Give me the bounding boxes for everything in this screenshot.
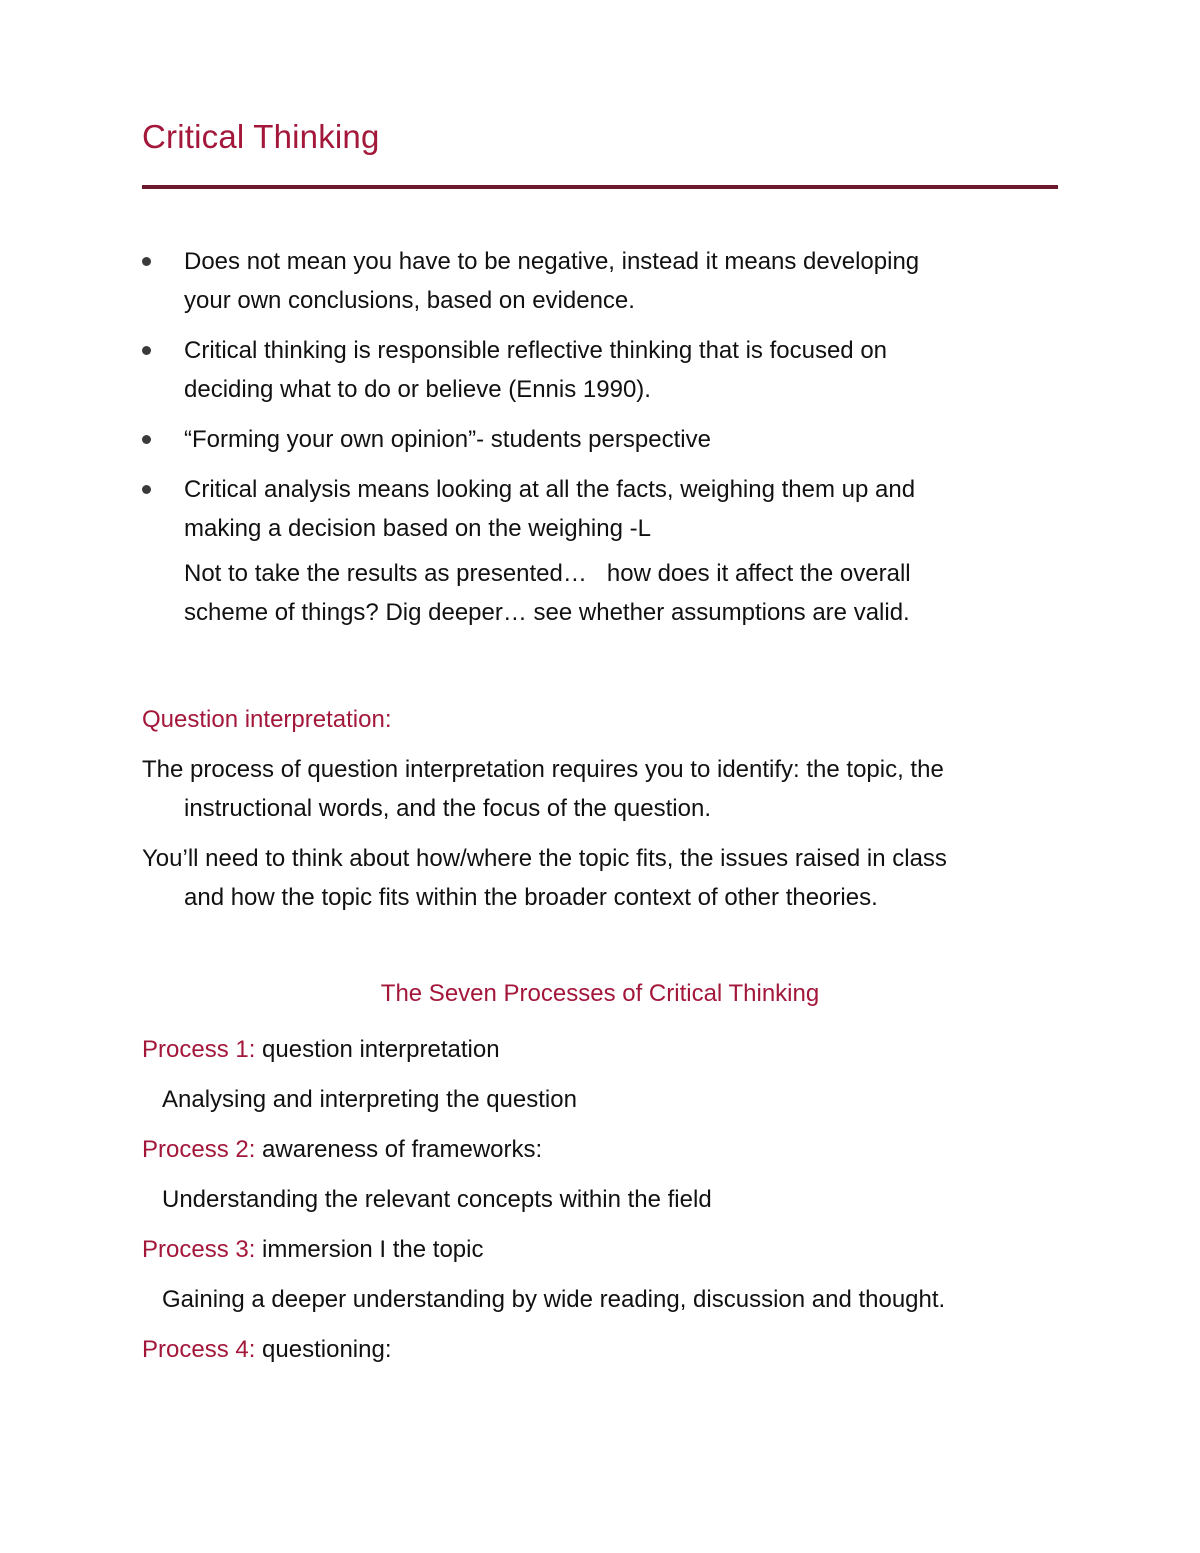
paragraph-line: The process of question interpretation requires you to identify: the topic, the <box>142 756 944 783</box>
process-name: questioning: <box>255 1336 392 1363</box>
process-label: Process 2: <box>142 1136 256 1163</box>
process-item <box>142 1330 1072 1369</box>
bullet-text-line: “Forming your own opinion”- students perspective <box>184 426 711 453</box>
interpretation-section <box>142 700 1072 928</box>
processes-heading: The Seven Processes of Critical Thinking <box>380 980 820 1007</box>
paragraph <box>142 839 1072 917</box>
process-description: Analysing and interpreting the question <box>162 1086 577 1113</box>
process-name: question interpretation <box>255 1036 500 1063</box>
paragraph-line: and how the topic fits within the broader context of other theories. <box>184 884 878 911</box>
bullet-text-line: Critical analysis means looking at all the facts, weighing them up and <box>184 476 916 503</box>
paragraph-line: instructional words, and the focus of the question. <box>184 795 711 822</box>
title-divider <box>142 185 1058 189</box>
page-title: Critical Thinking <box>142 118 380 155</box>
bullet-text-line: making a decision based on the weighing -L <box>184 515 651 542</box>
bullet-text-line: deciding what to do or believe (Ennis 1990). <box>184 376 651 403</box>
bullet-text-line: your own conclusions, based on evidence. <box>184 287 635 314</box>
process-label: Process 3: <box>142 1236 256 1263</box>
process-description: Understanding the relevant concepts within the field <box>162 1186 712 1213</box>
process-description: Gaining a deeper understanding by wide reading, discussion and thought. <box>162 1286 946 1313</box>
bullet-continuation-note <box>142 554 1058 632</box>
process-item <box>142 1230 1072 1269</box>
process-label: Process 1: <box>142 1036 256 1063</box>
bullet-text-line: Does not mean you have to be negative, instead it means developing <box>184 248 920 275</box>
bullet-icon <box>142 257 151 266</box>
section-heading: Question interpretation: <box>142 706 392 733</box>
process-item <box>142 1030 1072 1069</box>
bullet-list <box>142 242 1058 632</box>
list-item <box>142 331 1058 409</box>
bullet-icon <box>142 435 151 444</box>
list-item <box>142 470 1058 548</box>
list-item <box>142 242 1058 320</box>
note-text-line: scheme of things? Dig deeper… see whether assumptions are valid. <box>184 599 910 626</box>
processes-list <box>142 1030 1072 1380</box>
process-label: Process 4: <box>142 1336 256 1363</box>
note-text-line: Not to take the results as presented… how does it affect the overall <box>184 560 911 587</box>
list-item <box>142 420 1058 459</box>
process-name: awareness of frameworks: <box>255 1136 543 1163</box>
paragraph <box>142 750 1072 828</box>
process-item <box>142 1130 1072 1169</box>
process-name: immersion I the topic <box>255 1236 484 1263</box>
bullet-icon <box>142 346 151 355</box>
bullet-text-line: Critical thinking is responsible reflective thinking that is focused on <box>184 337 888 364</box>
paragraph-line: You’ll need to think about how/where the topic fits, the issues raised in class <box>142 845 947 872</box>
bullet-icon <box>142 485 151 494</box>
